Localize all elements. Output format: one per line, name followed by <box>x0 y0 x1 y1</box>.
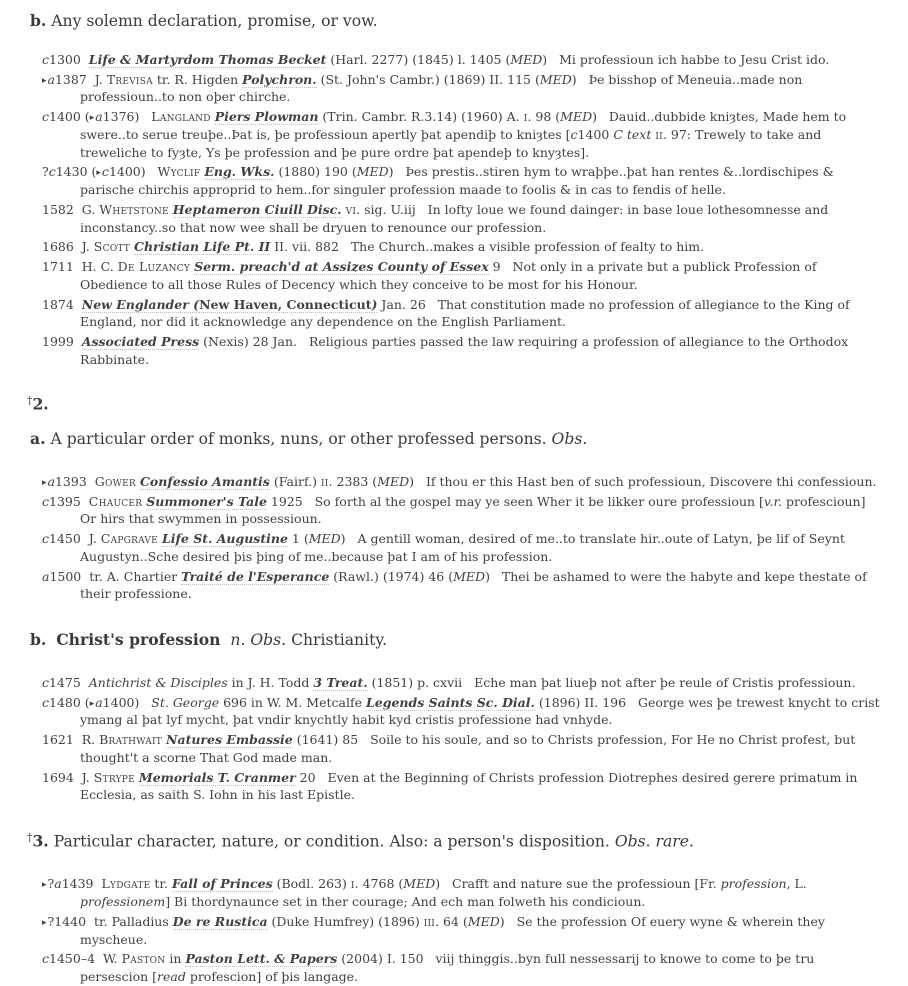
italic-text: a <box>47 71 55 87</box>
work-title-link[interactable]: 3 Treat. <box>313 674 368 690</box>
work-title-link[interactable]: Serm. preach'd at Assizes County of Essex <box>194 259 489 275</box>
quotation <box>42 875 880 911</box>
text-run: 1694 J. <box>42 769 94 785</box>
bold-label: 3. <box>32 831 49 851</box>
italic-text: c <box>42 109 50 125</box>
quotation <box>42 530 880 566</box>
italic-text: Antichrist & Disciples <box>88 674 228 690</box>
text-run <box>221 631 231 649</box>
small-caps-text: Gower <box>94 473 136 489</box>
text-run: ) A gentill woman, desired of me..to translate hir..oute of Latyn, þe lif of Seynt Augustyn..Sche desired þis þing of me..because þat I am of his profession. <box>80 531 849 564</box>
text-run: (1641) 85 Soile to his soule, and so to Christs profession, For He no Christ profest, but thought't a scorne That God made man. <box>80 732 860 765</box>
text-run: ) Se the profession Of euery wyne & wherein they myscheue. <box>80 913 829 947</box>
text-run: (Duke Humfrey) (1896) <box>267 913 424 929</box>
text-run: ) Thei be ashamed to were the habyte and kepe thestate of their professione. <box>80 568 871 602</box>
text-run: ? <box>42 164 49 180</box>
sense-heading-2b <box>30 629 880 652</box>
small-caps-text: Scott <box>93 239 131 255</box>
small-caps-text: vi <box>345 201 357 217</box>
obsolete-dagger: † <box>27 831 33 845</box>
text-run: 1582 G. <box>42 201 100 217</box>
text-run: 1400) <box>108 164 158 180</box>
italic-text: MED <box>308 531 341 546</box>
small-caps-text: Langland <box>151 109 211 125</box>
small-caps-text: Strype <box>93 769 135 785</box>
italic-text: a <box>54 876 62 892</box>
italic-text: C text <box>613 126 652 142</box>
italic-text: a <box>95 694 103 710</box>
obsolete-dagger: † <box>27 393 33 407</box>
quotation <box>42 769 880 805</box>
text-run: ) Dauid..dubbide kniȝtes, Made hem to swere..to serue treuþe..Þat is, þe professioun apertly þat apendiþ to kniȝtes [ <box>80 109 851 142</box>
work-title-link[interactable]: Eng. Wks. <box>204 164 275 180</box>
italic-text: MED <box>467 913 500 929</box>
sense-heading-2a <box>30 428 880 451</box>
italic-text: c <box>101 164 109 180</box>
text-run: . 97: Trewely to take and treweliche to fyȝte, Ys þe profession and þe pure ordre þat apendeþ to knyȝtes]. <box>80 126 826 160</box>
text-run: . sig. U.iij In lofty loue we found dainger: in base loue lothesomnesse and inconstancy..so that now wee shall be dryuen to renounce our profession. <box>80 201 833 235</box>
text-run: (St. John's Cambr.) (1869) II. 115 ( <box>316 71 540 87</box>
italic-text: professionem <box>80 894 166 910</box>
text-run: 1400 <box>577 126 614 142</box>
quotation <box>42 238 880 256</box>
small-caps-text: Trevisa <box>106 71 153 87</box>
text-run: 1874 <box>42 296 82 312</box>
work-title-link[interactable]: Christian Life Pt. II <box>134 239 271 255</box>
work-title-link[interactable]: Piers Plowman <box>214 109 319 125</box>
quotation <box>42 258 880 294</box>
italic-text: MED <box>356 164 389 180</box>
quotation <box>42 51 880 69</box>
text-run: 1621 R. <box>42 732 100 748</box>
work-title-link[interactable]: Life St. Augustine <box>161 531 288 546</box>
italic-text: c <box>42 51 50 67</box>
quotation <box>42 674 880 692</box>
work-title-link[interactable]: De re Rustica <box>172 913 268 929</box>
text-run: ) Crafft and nature sue the professioun [Fr. <box>435 876 721 892</box>
work-title-link[interactable]: Legends Saints Sc. Dial. <box>365 694 535 710</box>
text-run: 1450–4 W. <box>49 951 122 967</box>
bold-label: Christ's profession <box>56 630 221 649</box>
italic-text: a <box>47 473 55 489</box>
text-run: ) Mi professioun ich habbe to Jesu Crist ido. <box>542 51 830 67</box>
text-run: 1376) <box>102 109 152 125</box>
text-run: ) Þes prestis..stiren hym to wraþþe..þat han rentes &..lordischipes & parische chirchis approprid to hem..for singuler profession maade to foolis & in cas to fendis of helle. <box>80 164 838 198</box>
first-use-marker-icon: ▸ <box>89 698 95 709</box>
italic-text: St. George <box>151 694 220 710</box>
text-run: ? <box>47 876 55 892</box>
small-caps-text: Whetstone <box>99 201 169 217</box>
text-run: 1500 tr. A. Chartier <box>49 568 182 584</box>
work-title-link[interactable]: Summoner's Tale <box>146 493 267 509</box>
work-title-link[interactable]: Traité de l'Esperance <box>181 568 330 584</box>
work-title-link[interactable]: Fall of Princes <box>171 876 273 892</box>
small-caps-text: i <box>523 109 528 125</box>
work-title-link[interactable]: Associated Press <box>81 334 200 350</box>
text-run: ) Þe bisshop of Meneuia..made non professioun..to non oþer chirche. <box>80 71 807 105</box>
italic-text: MED <box>510 51 543 67</box>
italic-text: c <box>570 126 578 142</box>
italic-text: MED <box>403 876 436 892</box>
italic-text: c <box>48 164 56 180</box>
italic-text: n. <box>230 631 246 649</box>
text-run: 1387 J. <box>54 71 107 87</box>
text-run: 1430 ( <box>55 164 97 180</box>
quotation <box>42 201 880 237</box>
sense-heading-1b <box>30 10 880 33</box>
text-run: 1475 <box>49 674 89 690</box>
text-run: in J. H. Todd <box>227 674 314 690</box>
italic-text: c <box>42 493 50 509</box>
work-title-link[interactable]: New Englander ( <box>81 296 200 312</box>
text-run: 1925 So forth al the gospel may ye seen Wher it be likker oure professioun [ <box>266 493 764 509</box>
italic-text: MED <box>453 568 486 584</box>
italic-text: a <box>95 109 103 125</box>
italic-text: Obs. <box>250 631 287 649</box>
small-caps-text: Brathwait <box>99 732 163 748</box>
quotation-list-2b <box>42 674 884 804</box>
italic-text: v.r. <box>763 493 783 509</box>
italic-text: c <box>42 674 50 690</box>
first-use-marker-icon: ▸ <box>96 168 101 179</box>
italic-text: c <box>42 531 50 546</box>
text-run: 1999 <box>42 334 82 350</box>
first-use-marker-icon: ▸ <box>42 75 47 86</box>
sense-heading-2 <box>27 393 880 416</box>
text-run: (Rawl.) (1974) 46 ( <box>329 568 454 584</box>
text-run: profescion] of þis langage. <box>185 969 359 985</box>
quotation <box>42 493 880 529</box>
italic-text: read <box>157 969 186 985</box>
italic-text: profession <box>720 876 787 892</box>
text-run: . 64 ( <box>435 913 468 929</box>
italic-text: a <box>42 568 50 584</box>
text-run: (Fairf.) <box>269 473 321 489</box>
quotation <box>42 731 880 767</box>
text-run: Any solemn declaration, promise, or vow. <box>46 12 378 30</box>
text-run: 1439 <box>61 876 102 892</box>
first-use-marker-icon: ▸ <box>89 113 95 124</box>
italic-text: c <box>42 694 50 710</box>
first-use-marker-icon: ▸ <box>42 477 47 488</box>
text-run: . 2383 ( <box>328 473 378 489</box>
text-run: 1686 J. <box>42 239 94 255</box>
bold-label: b. <box>30 630 47 649</box>
text-run: (Harl. 2277) (1845) l. 1405 ( <box>326 51 511 67</box>
text-run: 1395 <box>49 493 89 509</box>
text-run: Christianity. <box>286 631 388 649</box>
text-run: tr. R. Higden <box>152 71 243 87</box>
text-run: 9 Not only in a private but a publick Profession of Obedience to all those Rules of Decency which they conceive to be most for his Honour. <box>80 259 821 292</box>
small-caps-text: Lydgate <box>101 876 151 892</box>
quotation <box>42 473 880 491</box>
text-run: 1400) <box>102 694 152 710</box>
text-run: 1393 <box>54 473 95 489</box>
small-caps-text: iii <box>423 913 436 929</box>
text-run: ?1440 tr. Palladius <box>47 913 173 929</box>
text-run: ) If thou er this Hast ben of such professioun, Discovere thi confessioun. <box>409 473 877 489</box>
text-run: profescioun] Or hirs that swymmen in possessioun. <box>80 493 870 527</box>
text-run: A particular order of monks, nuns, or other professed persons. <box>45 429 552 448</box>
text-run: . 4768 ( <box>354 876 404 892</box>
text-run: (2004) I. 150 viij thinggis..byn full nessessarij to knowe to come to þe tru persescion [ <box>80 951 819 985</box>
work-title-link[interactable]: Heptameron Ciuill Disc. <box>172 201 342 217</box>
quotation <box>42 333 880 369</box>
italic-text: MED <box>539 71 572 87</box>
text-run: Particular character, nature, or condition. Also: a person's disposition. <box>48 832 615 851</box>
italic-text: MED <box>560 109 593 125</box>
text-run: (1880) 190 ( <box>274 164 357 180</box>
quotation <box>42 568 880 604</box>
quotation-list-3 <box>42 875 880 986</box>
text-run: , L. <box>786 876 811 892</box>
text-run: (Bodl. 263) <box>272 876 351 892</box>
text-run: 1450 J. <box>49 531 101 546</box>
quotation <box>42 950 880 986</box>
sense-heading-3 <box>27 830 880 853</box>
bold-label: a. <box>30 428 46 448</box>
text-run: (Nexis) 28 Jan. Religious parties passed the law requiring a profession of allegiance to the Orthodox Rabbinate. <box>80 334 853 367</box>
italic-text: Obs. <box>551 429 588 448</box>
italic-text: c <box>42 951 50 967</box>
work-title-link[interactable]: ) <box>371 296 378 312</box>
quotation <box>42 163 880 199</box>
text-run: tr. <box>150 876 172 892</box>
bold-label: b. <box>30 11 47 30</box>
text-run: 1 ( <box>287 531 309 546</box>
text-run: 1711 H. C. <box>42 259 118 275</box>
small-caps-text: Paston <box>121 951 166 967</box>
first-use-marker-icon: ▸ <box>42 880 47 891</box>
italic-text: MED <box>377 473 410 489</box>
quotation <box>42 108 880 161</box>
text-run: 20 Even at the Beginning of Christs profession Diotrephes desired gerere primatum in Ecclesia, as saith S. Iohn in his last Epistle. <box>80 769 862 803</box>
work-title-link[interactable]: Natures Embassie <box>166 732 293 748</box>
quotation-list-2a <box>42 473 880 603</box>
small-caps-text: Capgrave <box>100 531 158 546</box>
first-use-marker-icon: ▸ <box>42 917 47 928</box>
small-caps-text: ii <box>320 473 329 489</box>
text-run: Jan. 26 That constitution made no profession of allegiance to the King of England, nor did it acknowledge any dependence on the English Parliament. <box>80 296 854 330</box>
small-caps-text: ii <box>655 126 663 142</box>
small-caps-text: De Luzancy <box>117 259 191 275</box>
text-run: (1896) II. 196 George wes þe trewest knycht to crist ymang al þat lyf mycht, þat vndir knychtly habit kyd cristis professione had vnhyde. <box>80 694 884 728</box>
text-run: 1300 <box>49 51 89 67</box>
small-caps-text: Wyclif <box>157 164 201 180</box>
work-title-link[interactable]: New Haven, Connecticut <box>199 296 372 312</box>
work-title-link[interactable]: Polychron. <box>242 71 317 87</box>
work-title-link[interactable]: Confessio Amantis <box>139 473 270 489</box>
small-caps-text: i <box>350 876 355 892</box>
quotation-list-1b <box>42 51 880 369</box>
quotation <box>42 913 880 949</box>
text-run: . 98 ( <box>527 109 561 125</box>
work-title-link[interactable]: Life & Martyrdom Thomas Becket <box>88 51 327 67</box>
text-run: 1400 ( <box>49 109 90 125</box>
quotation <box>42 71 880 107</box>
work-title-link[interactable]: Memorials T. Cranmer <box>138 769 296 785</box>
bold-label: 2. <box>32 394 49 414</box>
text-run: (1851) p. cxvii Eche man þat liueþ not after þe reule of Cristis professioun. <box>367 674 856 690</box>
text-run <box>46 631 56 649</box>
small-caps-text: Chaucer <box>88 493 143 509</box>
text-run: ] Bi thordynaunce set in ther courage; And ech man folweth his condicioun. <box>165 894 646 910</box>
italic-text: Obs. rare. <box>614 832 694 851</box>
quotation <box>42 694 884 730</box>
text-run: 696 in W. M. Metcalfe <box>219 694 366 710</box>
work-title-link[interactable]: Paston Lett. & Papers <box>185 951 338 967</box>
text-run: II. vii. 882 The Church..makes a visible profession of fealty to him. <box>270 239 705 255</box>
text-run: 1480 ( <box>49 694 90 710</box>
quotation <box>42 296 880 332</box>
text-run: (Trin. Cambr. R.3.14) (1960) A. <box>318 109 524 125</box>
text-run: in <box>165 951 186 967</box>
